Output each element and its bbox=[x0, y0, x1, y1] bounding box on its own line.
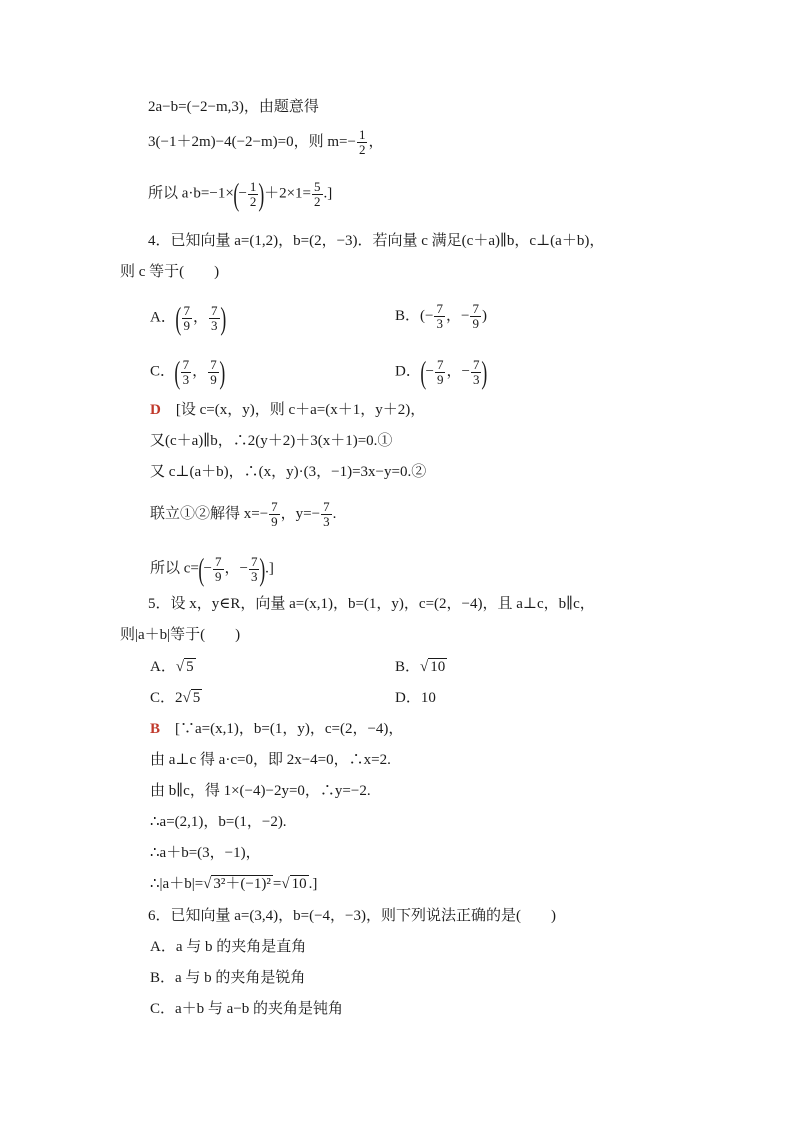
fraction bbox=[357, 128, 368, 157]
fraction bbox=[312, 180, 323, 209]
paren-right: ) bbox=[481, 354, 488, 390]
question-5-stem-cont: 则|a＋b|等于( ) bbox=[120, 627, 241, 643]
question-5-stem: 5．设 x，y∈R，向量 a=(x,1)，b=(1，y)，c=(2，−4)，且 a⊥c，b∥c， bbox=[148, 596, 595, 612]
fraction-numerator: 7 bbox=[472, 356, 480, 372]
option-label: B． bbox=[395, 659, 421, 675]
paren-left: ( bbox=[233, 176, 240, 212]
paren-right: ) bbox=[219, 354, 225, 390]
option-label: D． bbox=[395, 363, 421, 380]
fraction-numerator: 7 bbox=[210, 356, 217, 372]
fraction-denominator: 9 bbox=[472, 316, 479, 331]
sqrt-radicand: 10 bbox=[291, 876, 307, 892]
text-segment: ∴|a＋b|= bbox=[150, 876, 204, 892]
fraction bbox=[434, 302, 445, 331]
fraction-numerator: 7 bbox=[215, 553, 222, 569]
option-label: B．(− bbox=[395, 307, 434, 324]
q4-option-b[interactable]: B．(− $\frac{7}{3}$ ，− $\frac{7}{9}$ ) bbox=[395, 301, 487, 331]
fraction-denominator: 9 bbox=[436, 371, 444, 387]
fraction-denominator: 3 bbox=[250, 568, 258, 584]
fraction-numerator: 5 bbox=[314, 178, 321, 194]
paren-left: ( bbox=[420, 354, 427, 390]
paren-right: ) bbox=[258, 176, 265, 212]
fraction-denominator: 9 bbox=[183, 317, 190, 333]
paren-right: ) bbox=[219, 300, 226, 336]
fraction-denominator: 3 bbox=[211, 317, 218, 333]
q5-option-c[interactable] bbox=[150, 688, 202, 708]
text-line bbox=[148, 178, 332, 210]
fraction-denominator: 2 bbox=[314, 193, 321, 209]
fraction-numerator: 1 bbox=[358, 127, 366, 142]
sqrt-radicand: 3²＋(−1)² bbox=[213, 876, 271, 892]
text-segment: 3(−1＋2m)−4(−2−m)=0，则 m=− bbox=[148, 133, 356, 150]
q5-solution-line bbox=[150, 874, 317, 894]
fraction-denominator: 3 bbox=[182, 371, 190, 387]
fraction-denominator: 2 bbox=[358, 142, 366, 157]
fraction bbox=[321, 500, 332, 529]
fraction bbox=[470, 302, 481, 331]
text-segment: ， bbox=[368, 133, 384, 150]
question-4-stem-cont: 则 c 等于( ) bbox=[120, 264, 220, 280]
fraction bbox=[213, 555, 224, 584]
q6-option-a[interactable]: A．a 与 b 的夹角是直角 bbox=[150, 939, 307, 955]
fraction bbox=[209, 304, 220, 333]
question-4-stem: 4．已知向量 a=(1,2)，b=(2，−3)．若向量 c 满足(c＋a)∥b，c⊥(a＋b)， bbox=[148, 233, 605, 249]
sqrt-radicand: 5 bbox=[192, 690, 201, 706]
q5-solution-line bbox=[150, 719, 403, 739]
fraction bbox=[181, 358, 192, 387]
fraction-denominator: 9 bbox=[215, 568, 222, 584]
q5-solution-line: 由 b∥c，得 1×(−4)−2y=0，∴y=−2. bbox=[150, 783, 371, 799]
text-segment: .] bbox=[308, 876, 318, 892]
q5-solution-line: ∴a＋b=(3，−1)， bbox=[150, 845, 261, 861]
option-label: A． bbox=[150, 659, 176, 675]
fraction-numerator: 1 bbox=[249, 178, 257, 194]
answer-letter: B bbox=[150, 721, 161, 737]
sqrt-icon: √ bbox=[203, 876, 212, 892]
fraction-numerator: 7 bbox=[323, 499, 330, 514]
paren-left: ( bbox=[174, 354, 181, 390]
q4-option-c[interactable]: C．( $\frac{7}{3}$ ， $\frac{7}{9}$ ) bbox=[150, 354, 225, 390]
text-segment: ＋2×1= bbox=[264, 185, 311, 202]
option-label: A． bbox=[150, 309, 176, 326]
fraction bbox=[471, 358, 482, 387]
fraction-numerator: 7 bbox=[250, 553, 258, 569]
sqrt-icon: √ bbox=[420, 659, 429, 675]
q4-solution-line: 所以 c=(− $\frac{7}{9}$ ，− $\frac{7}{3}$ ).] bbox=[150, 551, 274, 587]
fraction bbox=[208, 358, 219, 387]
q6-option-c[interactable]: C．a＋b 与 a−b 的夹角是钝角 bbox=[150, 1001, 344, 1017]
fraction-numerator: 7 bbox=[436, 356, 444, 372]
fraction-denominator: 2 bbox=[249, 193, 257, 209]
fraction-numerator: 7 bbox=[211, 302, 218, 318]
text-segment: .] bbox=[265, 560, 274, 577]
text-segment: [设 c=(x，y)，则 c＋a=(x＋1，y＋2)， bbox=[175, 402, 426, 418]
fraction bbox=[435, 358, 446, 387]
q4-option-d[interactable]: D．(− $\frac{7}{9}$ ，− $\frac{7}{3}$ ) bbox=[395, 354, 488, 390]
fraction-denominator: 9 bbox=[210, 371, 217, 387]
minus-sign: − bbox=[238, 185, 247, 202]
fraction-numerator: 7 bbox=[472, 301, 479, 316]
q4-option-a[interactable]: A．( $\frac{7}{9}$ ， $\frac{7}{3}$ ) bbox=[150, 300, 226, 336]
sqrt-icon: √ bbox=[281, 876, 290, 892]
text-segment: .] bbox=[323, 185, 333, 202]
sqrt-radicand: 5 bbox=[186, 659, 194, 675]
fraction-denominator: 3 bbox=[472, 371, 480, 387]
option-label: C． bbox=[150, 363, 176, 380]
text-line bbox=[148, 128, 383, 157]
fraction-numerator: 7 bbox=[271, 499, 278, 514]
fraction bbox=[249, 555, 260, 584]
sqrt-icon: √ bbox=[182, 690, 191, 706]
fraction-numerator: 7 bbox=[182, 356, 190, 372]
text-segment: [∵a=(x,1)，b=(1，y)，c=(2，−4)， bbox=[175, 721, 404, 737]
option-label: C．2 bbox=[150, 690, 183, 706]
q5-solution-line: 由 a⊥c 得 a·c=0，即 2x−4=0，∴x=2. bbox=[150, 752, 391, 768]
paren-left: ( bbox=[175, 300, 182, 336]
answer-letter: D bbox=[150, 402, 161, 418]
q4-solution-line: 又(c＋a)∥b，∴2(y＋2)＋3(x＋1)=0.① bbox=[150, 433, 393, 449]
text-segment: = bbox=[272, 876, 282, 892]
question-6-stem: 6．已知向量 a=(3,4)，b=(−4，−3)，则下列说法正确的是( ) bbox=[148, 908, 556, 924]
text-line: 2a−b=(−2−m,3)，由题意得 bbox=[148, 99, 319, 115]
q4-solution-line bbox=[150, 500, 336, 529]
paren-right: ) bbox=[259, 551, 266, 587]
fraction bbox=[248, 180, 259, 209]
q5-option-a[interactable] bbox=[150, 657, 196, 677]
q4-solution-line: 又 c⊥(a＋b)，∴(x，y)·(3，−1)=3x−y=0.② bbox=[150, 464, 427, 480]
fraction-denominator: 3 bbox=[323, 514, 330, 529]
sqrt-icon: √ bbox=[175, 659, 185, 675]
text-segment: ，y=− bbox=[280, 505, 321, 522]
q6-option-b[interactable]: B．a 与 b 的夹角是锐角 bbox=[150, 970, 306, 986]
text-segment: 联立①②解得 x=− bbox=[150, 505, 269, 522]
sqrt-radicand: 10 bbox=[430, 659, 446, 675]
fraction-denominator: 3 bbox=[436, 316, 443, 331]
text-segment: 所以 c= bbox=[150, 560, 199, 577]
q5-solution-line: ∴a=(2,1)，b=(1，−2). bbox=[150, 814, 287, 830]
fraction bbox=[269, 500, 280, 529]
fraction-numerator: 7 bbox=[183, 302, 190, 318]
fraction bbox=[182, 304, 193, 333]
fraction-denominator: 9 bbox=[271, 514, 278, 529]
fraction-numerator: 7 bbox=[436, 301, 443, 316]
text-segment: 所以 a·b=−1× bbox=[148, 185, 234, 202]
paren-left: ( bbox=[198, 551, 205, 587]
q5-option-d[interactable]: D．10 bbox=[395, 690, 436, 706]
q4-solution-line bbox=[150, 400, 425, 420]
text-segment: . bbox=[332, 505, 337, 522]
q5-option-b[interactable] bbox=[395, 657, 447, 677]
